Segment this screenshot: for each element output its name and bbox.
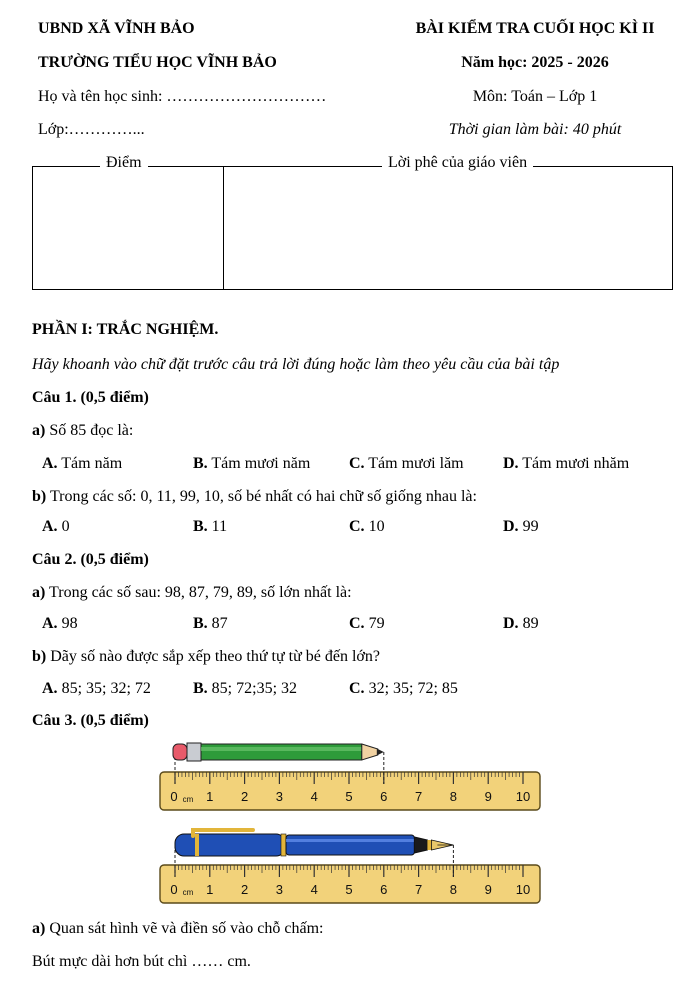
pen-cap-ring — [195, 834, 199, 856]
q3a-label: a) — [32, 920, 46, 937]
pencil-lead — [377, 749, 384, 756]
q1a-option-d[interactable]: D. Tám mươi nhăm — [503, 455, 630, 472]
q1b-label: b) — [32, 488, 47, 505]
top-ruler-label-1: 1 — [206, 789, 214, 804]
q1a-option-c[interactable]: C. Tám mươi lăm — [349, 455, 464, 472]
q2b-option-c[interactable]: C. 32; 35; 72; 85 — [349, 680, 458, 697]
q3a-prompt — [32, 920, 323, 938]
pencil-highlight — [201, 747, 362, 751]
q2a-option-b[interactable]: B. 87 — [193, 615, 228, 632]
bottom-ruler-label-0: 0 — [170, 882, 178, 897]
bottom-ruler-label-2: 2 — [240, 882, 249, 897]
bottom-ruler-label-10: 10 — [515, 882, 531, 897]
bottom-ruler-label-9: 9 — [484, 882, 492, 897]
q1-title: Câu 1. (0,5 điểm) — [32, 389, 149, 406]
school-district: UBND XÃ VĨNH BẢO — [38, 20, 195, 37]
q2b-text: Dãy số nào được sắp xếp theo thứ tự từ bé đến lớn? — [46, 648, 380, 665]
bottom-ruler-label-5: 5 — [345, 882, 353, 897]
q2b-prompt — [32, 648, 380, 666]
pencil-eraser — [173, 744, 187, 760]
pencil-ferrule — [187, 743, 201, 761]
q2a-option-a[interactable]: A. 98 — [42, 615, 78, 632]
q2a-option-c[interactable]: C. 79 — [349, 615, 385, 632]
top-ruler-label-10: 10 — [515, 789, 531, 804]
top-ruler-label-2: 2 — [240, 789, 249, 804]
part1-title: PHẦN I: TRẮC NGHIỆM. — [32, 321, 219, 338]
bottom-ruler-label-8: 8 — [449, 882, 458, 897]
teacher-comment-box[interactable] — [222, 166, 673, 290]
bottom-ruler-label-3: 3 — [275, 882, 284, 897]
q2b-option-a[interactable]: A. 85; 35; 32; 72 — [42, 680, 151, 697]
q2a-label: a) — [32, 584, 46, 601]
q1b-prompt — [32, 488, 477, 506]
q2b-option-b[interactable]: B. 85; 72;35; 32 — [193, 680, 298, 697]
pen-and-ruler — [160, 830, 540, 903]
top-ruler-label-9: 9 — [484, 789, 492, 804]
pencil-body — [201, 744, 362, 760]
class-field[interactable]: Lớp:…………... — [38, 121, 145, 138]
q2-title: Câu 2. (0,5 điểm) — [32, 551, 149, 568]
q3-title: Câu 3. (0,5 điểm) — [32, 712, 149, 729]
q1b-option-b[interactable]: B. 11 — [193, 518, 228, 535]
q1a-option-a[interactable]: A. Tám năm — [42, 455, 123, 472]
q1b-option-c[interactable]: C. 10 — [349, 518, 385, 535]
q1a-option-b[interactable]: B. Tám mươi năm — [193, 455, 311, 472]
q1a-label: a) — [32, 422, 46, 439]
q2a-text: Trong các số sau: 98, 87, 79, 89, số lớn nhất là: — [45, 584, 352, 601]
bottom-ruler-label-4: 4 — [310, 882, 318, 897]
q1b-text: Trong các số: 0, 11, 99, 10, số bé nhất có hai chữ số giống nhau là: — [46, 488, 477, 505]
q1b-option-a[interactable]: A. 0 — [42, 518, 70, 535]
pen-grip — [414, 837, 427, 853]
bottom-ruler-label-7: 7 — [414, 882, 423, 897]
pen-barrel — [286, 835, 414, 855]
school-year: Năm học: 2025 - 2026 — [461, 54, 609, 71]
pen-nib-ring — [427, 840, 431, 850]
score-box[interactable] — [32, 166, 224, 290]
q3a-text: Quan sát hình vẽ và điền số vào chỗ chấm: — [45, 920, 324, 937]
subject: Môn: Toán – Lớp 1 — [472, 88, 598, 105]
bottom-ruler-unit: cm — [182, 888, 194, 897]
q2a-option-d[interactable]: D. 89 — [503, 615, 539, 632]
bottom-ruler-label-6: 6 — [380, 882, 388, 897]
school-name: TRƯỜNG TIỂU HỌC VĨNH BẢO — [38, 54, 277, 71]
top-ruler-label-5: 5 — [345, 789, 353, 804]
top-ruler-label-6: 6 — [380, 789, 388, 804]
q1a-text: Số 85 đọc là: — [45, 422, 134, 439]
pen-center-band — [281, 834, 286, 856]
pencil-and-ruler — [160, 743, 540, 810]
q2a-prompt — [32, 584, 352, 602]
top-ruler-label-3: 3 — [275, 789, 284, 804]
top-ruler-unit: cm — [182, 795, 194, 804]
pencil-pen-ruler-figure — [150, 730, 550, 910]
q2b-label: b) — [32, 648, 47, 665]
top-ruler-label-7: 7 — [414, 789, 423, 804]
exam-title: BÀI KIỂM TRA CUỐI HỌC KÌ II — [415, 20, 655, 37]
part1-instruction: Hãy khoanh vào chữ đặt trước câu trả lời đúng hoặc làm theo yêu cầu của bài tập — [32, 356, 560, 373]
top-ruler-label-0: 0 — [170, 789, 178, 804]
top-ruler-label-4: 4 — [310, 789, 318, 804]
student-name-field[interactable]: Họ và tên học sinh: ………………………… — [38, 88, 327, 105]
teacher-comment-label: Lời phê của giáo viên — [382, 154, 533, 172]
q1a-prompt — [32, 422, 133, 440]
q1b-option-d[interactable]: D. 99 — [503, 518, 539, 535]
q3-fill-blank[interactable]: Bút mực dài hơn bút chì …… cm. — [32, 953, 251, 970]
pen-highlight — [286, 839, 414, 842]
exam-duration: Thời gian làm bài: 40 phút — [448, 121, 622, 138]
top-ruler-label-8: 8 — [449, 789, 458, 804]
bottom-ruler-label-1: 1 — [206, 882, 214, 897]
pencil-wood-tip — [362, 744, 378, 760]
score-label: Điểm — [100, 154, 148, 172]
